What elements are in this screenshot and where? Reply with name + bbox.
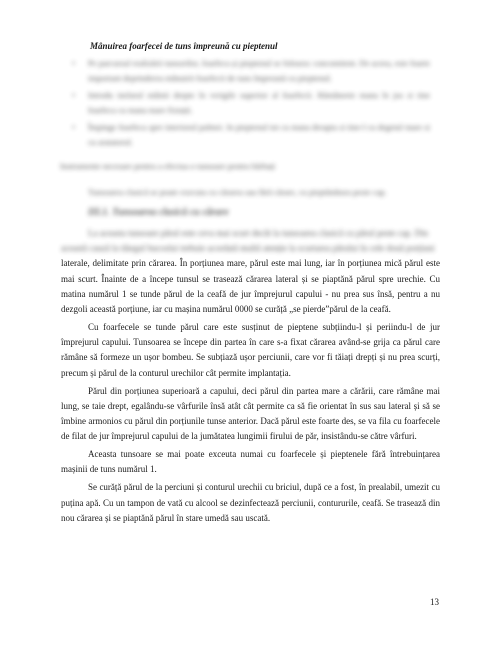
subsection-title: III.1. Tunsoarea clasică cu cărare [88,207,229,218]
paragraph: Cu foarfecele se tunde părul care este susținut de pieptene subțiindu-l și periindu-l de jur împrejurul capului. Tunsoarea se începe din partea în care s-a fixat cărarea având-se grija ca părul care rămâne să formeze un ușor bombeu. Se subțiază ușor perciunii, care vor fi tăiați drepți și nu prea scurți, precum și părul de la conturul urechilor cât permite implantația. [61,322,440,378]
tools-line: Instrumente necesare pentru a efectua o tunsoare pentru bărbați [60,161,276,171]
intro-line: Tunsoarea clasică se poate executa cu cărarea sau fără cărare, cu pieptănătura peste cap. [88,187,387,197]
paragraph: Se curăță părul de la perciuni și conturul urechii cu briciul, după ce a fost, în prealabil, umezit cu puțina apă. Cu un tampon de vată cu alcool se dezinfectează perciunii, contururile, ceafă. Se trasează din nou cărarea și se piaptănă părul în stare umedă sau uscată. [61,482,440,523]
body-text [61,226,440,526]
bullet-item: • Introdu inelarul mâinii drepte în verigile superior al foarfecii. Rămâneete mana în jos si tine foarfeca cu mana mare fixtații. [60,88,430,118]
page-number: 13 [430,597,439,607]
blurred-line: La aceasta tunsoare părul este ceva mai scurt decât la tunsoarea clasică cu părul peste cap. Din [88,228,429,238]
paragraph: Părul din porțiunea superioară a capului, deci părul din partea mare a cărării, care rămâne mai lung, se taie drept, egalându-se vârfurile însă atât cât permite ca să fie orientat în sus sau lateral și să se îmbine armonios cu părul din porțiunile tunse anterior. Dacă părul este foarte des, se va fila cu foarfecele de filat de jur împrejurul capului de la jumătatea lungimii firului de păr, insistându-se către vârfuri. [61,385,440,442]
bullet-list [60,56,430,152]
paragraph: Aceasta tunsoare se mai poate exceuta numai cu foarfecele și pieptenele fără întrebuințarea mașinii de tuns numărul 1. [61,449,440,475]
paragraph: laterale, delimitate prin cărarea. În porțiunea mare, părul este mai lung, iar în porțiunea mică părul este mai scurt. Înainte de a începe tunsul se trasează cărarea lateral și se piaptănă părul spre urechie. Cu matina numărul 1 se tunde părul de la ceafă de jur împrejurul capului - nu prea sus însă, pentru a nu dezgoli această porțiune, iar cu mașina numărul 0000 se curăță „se pierde”părul de la ceafă. [61,258,440,315]
blurred-line: această cauză la tăiegul bucoslui trebuie acordată multă atenție la scurtarea părului în cele două porțiuni [61,243,435,254]
bullet-item: • Pe parcursul realizării tunsorilor, foarfeca și pieptenul se folosesc concomitent. De aceea, este foarte important deprinderea mânuirii foarfecii de tuns împreună cu pieptenul. [60,56,430,86]
section-heading: Mânuirea foarfecei de tuns împreună cu pieptenul [90,41,278,51]
bullet-item: • Împinge foarfeca spre interiorul palmei. In pieptenul tot cu mana dreapta si tine-l cu degetul mare si cu aratatorul. [60,120,430,150]
